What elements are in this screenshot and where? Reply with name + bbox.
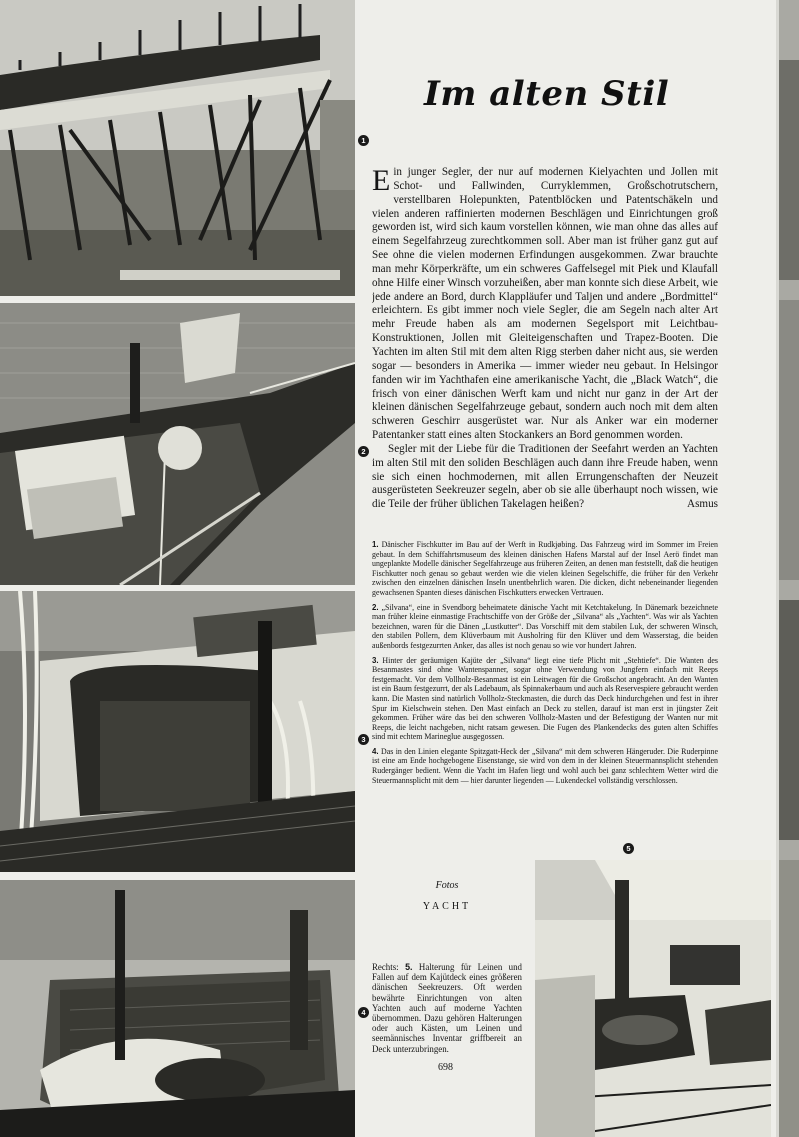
- photo-marker-1: 1: [358, 135, 369, 146]
- photo-marker-4: 4: [358, 1007, 369, 1018]
- caption-number: 5.: [405, 962, 413, 972]
- photo-cutter-frame: [0, 0, 355, 296]
- page-number: 698: [438, 1062, 453, 1073]
- photo-credit-source: YACHT: [422, 901, 472, 912]
- adjacent-page-edge: [776, 0, 799, 1137]
- article-author: Asmus: [687, 498, 718, 511]
- photo-foredeck: [0, 303, 355, 585]
- article-paragraph-1-text: in junger Segler, der nur auf modernen Kielyachten und Jollen mit Schot- und Fallwinden, Curryklemmen, Großschotrutschern, verstellbaren Holepunkten, Patentblöcken und Patentschäkeln und vielen anderen raffinierten modernen Beschlägen und Einrichtungen groß geworden ist, wird sich kaum vorstellen können, wie man ohne das alles auf einem Segelfahrzeug zurechtkommen soll. Aber man ist früher ganz gut auf See ohne die vielen modernen Erfindungen ausgekommen. Zwar brauchte man mehr Körperkräfte, um ein schweres Gaffelsegel mit Piek und Klaufall ohne Hilfe einer Winsch vorzuheißen, aber man konnte sich diese Arbeit, wie jede andere an Bord, durch Klappläufer und Taljen und andere „Bordmittel“ erleichtern. Es gibt immer noch viele Segler, die am Segeln nach alter Art mehr Freude haben als am modernen Segelsport mit Leichtbau-Konstruktionen, Jollen mit Gleiteigenschaften und Trapez-Booten. Die Yachten im alten Stil mit dem alten Rigg sterben daher nicht aus, sie werden sogar — besonders in Amerika — immer wieder neu gebaut. In Helsingor fanden wir im Yachthafen eine amerikanische Yacht, die „Black Watch“, die frisch von einer dänischen Werft kam und nicht nur ganz in der Art der kleinen dänischen Segelfahrzeuge gebaut, sondern auch noch mit dem alten schweren Geschirr ausgerüstet war. Nur als Anker war ein moderner Patentanker statt eines alten Stockankers an Bord genommen worden.: [372, 166, 718, 442]
- photo-marker-3: 3: [358, 734, 369, 745]
- photo-line-box: [535, 860, 771, 1137]
- caption-text: „Silvana“, eine in Svendborg beheimatete dänische Yacht mit Ketchtakelung. In Dänemark bezeichnete man früher kleine einmastige Frachtschiffe von der Größe der „Silvana“ als „Yachten“. Was wir als Yachten bezeichnen, waren für die Dänen „Lustkutter“. Das Vorschiff mit dem stabilen Luk, der schweren Winsch, den stabilen Pollern, dem Klüverbaum mit Ausholring für den Klüver und dem Wasserstag, die beiden außenbords festgezurrten Anker, das alles ist noch genau so wie vor hundert Jahren.: [372, 602, 718, 650]
- photo-captions: [372, 540, 718, 856]
- article-paragraph-2: [372, 443, 718, 512]
- caption-number: 1.: [372, 540, 379, 549]
- caption-1: [372, 540, 718, 598]
- photo-credit-label: Fotos: [435, 880, 459, 891]
- caption-text: Hinter der geräumigen Kajüte der „Silvana“ liegt eine tiefe Plicht mit „Stehtiefe“. Die Wanten des Besanmastes sind ohne Wantenspanner, sogar ohne Verwendung von Jungfern einfach mit Reeps festgemacht. Vor dem Vollholz-Besanmast ist ein Leitwagen für die Großschot angebracht. An den Wanten ist ein Baum festgezurrt, der als Ladebaum, als Spinnakerbaum und auch als Reservespiere gebraucht werden kann. Die Masten sind natürlich Vollholz-Steckmasten, die durch das Deck hindurchgehen und fest in ihrer Spur im Kielschwein stehen. Den Mast einfach an Deck zu stellen, darauf ist man erst in jüngster Zeit gekommen. Früher wäre das bei den schweren Vollholz-Masten und der Befestigung der Wanten nur mit Reeps, die leicht nachgeben, nicht ratsam gewesen. Die Fugen des Plankendecks des guten alten Schiffes sind mit echtem Marineglue ausgegossen.: [372, 655, 718, 742]
- caption-5: [372, 962, 522, 1062]
- article-paragraph-1: [372, 166, 718, 443]
- photo-cockpit: [0, 591, 355, 872]
- caption-5-prefix: Rechts:: [372, 962, 399, 972]
- caption-4: [372, 747, 718, 785]
- caption-3: [372, 656, 718, 742]
- caption-number: 4.: [372, 746, 379, 756]
- drop-cap: E: [372, 166, 391, 197]
- article-body: [372, 166, 718, 528]
- caption-text: Das in den Linien elegante Spitzgatt-Heck der „Silvana“ mit dem schweren Hängeruder. Die Ruderpinne ist eine am Ende hochgebogene Eisenstange, sie wird von dem in der kleinen Steuermannsplicht stehenden Rudergänger bedient. Wenn die Yacht im Hafen liegt und wohl auch bei ganz schlechtem Wetter wird die Steuermannsplicht mit dem — hier darunter liegenden — Lukendeckel vollständig verschlossen.: [372, 746, 718, 785]
- caption-number: 2.: [372, 602, 379, 612]
- article-title: Im alten Stil: [424, 74, 670, 114]
- article-paragraph-2-text: Segler mit der Liebe für die Traditionen der Seefahrt werden an Yachten im alten Stil mit den soliden Beschlägen auch dann ihre Freude haben, wenn sie sich einen hochmodernen, mit allen Errungenschaften der Neuzeit ausgerüsteten Seekreuzer segeln, aber ob sie alle überhaupt noch wissen, wie die Teile der früher üblichen Takelagen heißen?: [372, 442, 718, 511]
- caption-text: Dänischer Fischkutter im Bau auf der Werft in Rudkjøbing. Das Fahrzeug wird im Sommer im Freien gebaut. In dem Schiffahrtsmuseum des kleinen dänischen Hafens Marstal auf der Insel Aerö findet man ungeplankte Modelle dänischer Segelfahrzeuge aus früheren Zeiten, an denen man feststellt, daß die heutigen Fischkutter noch genau so gebaut werden wie die vielen kleinen Segelschiffe, die früher für den Verkehr zwischen den einzelnen dänischen Inseln unentbehrlich waren. Die dicken, dicht nebeneinander liegenden gewachsenen Spanten dieses dänischen Fischkutters erwecken Vertrauen.: [372, 540, 718, 597]
- caption-text: Halterung für Leinen und Fallen auf dem Kajütdeck eines größeren dänischen Seekreuzers. Oft werden bewährte Einrichtungen von alten Yachten auch auf moderne Yachten übernommen. Dazu gehören Halterungen oder auch Kästen, um Leinen und seemännisches Inventar griffbereit an Deck unterzubringen.: [372, 962, 522, 1054]
- photo-marker-5: 5: [623, 843, 634, 854]
- photo-stern: [0, 880, 355, 1137]
- caption-number: 3.: [372, 655, 379, 665]
- caption-2: [372, 603, 718, 651]
- photo-marker-2: 2: [358, 446, 369, 457]
- photo-credit: [372, 880, 522, 912]
